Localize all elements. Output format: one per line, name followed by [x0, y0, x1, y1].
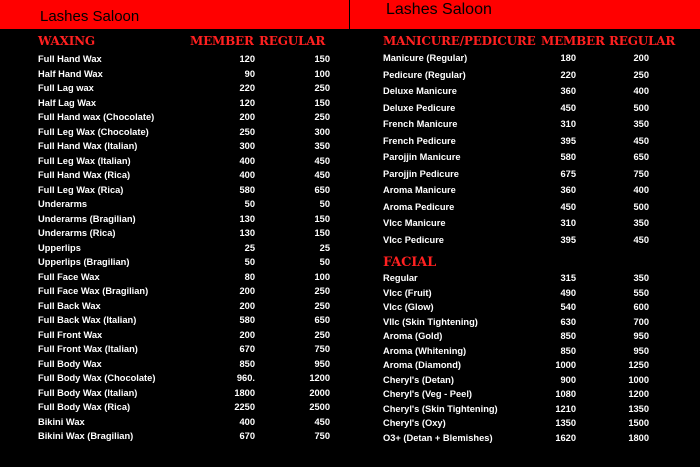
member-price: 960. — [236, 373, 255, 383]
manicure-regular-header: REGULAR — [609, 34, 676, 48]
regular-price: 150 — [314, 97, 330, 108]
service-name: Cheryl's (Detan) — [383, 374, 454, 385]
regular-price: 500 — [633, 201, 649, 212]
facial-row — [383, 433, 683, 448]
service-name: Full Leg Wax (Rica) — [38, 184, 124, 195]
service-name: Deluxe Pedicure — [383, 102, 456, 113]
regular-price: 350 — [633, 273, 649, 283]
waxing-title: WAXING — [38, 34, 95, 48]
member-price: 630 — [560, 316, 576, 327]
waxing-row — [38, 315, 338, 330]
service-name: Cheryl's (Skin Tightening) — [383, 403, 498, 414]
waxing-price-list — [38, 54, 338, 446]
waxing-row — [38, 344, 338, 359]
regular-price: 250 — [314, 83, 330, 93]
manicure-row — [383, 235, 683, 252]
service-name: Full Body Wax (Rica) — [38, 402, 131, 412]
manicure-row — [383, 218, 683, 235]
member-price: 315 — [560, 273, 576, 283]
regular-price: 750 — [633, 168, 649, 179]
regular-price: 700 — [633, 316, 649, 327]
member-price: 580 — [239, 184, 255, 195]
member-price: 130 — [239, 228, 255, 238]
service-name: Regular — [383, 273, 418, 283]
regular-price: 250 — [314, 300, 330, 311]
facial-row — [383, 317, 683, 332]
facial-row — [383, 288, 683, 303]
regular-price: 200 — [633, 53, 649, 63]
service-name: Full Back Wax — [38, 300, 101, 311]
waxing-row — [38, 228, 338, 243]
regular-price: 950 — [633, 345, 649, 356]
member-price: 130 — [239, 213, 255, 224]
regular-price: 750 — [314, 431, 330, 441]
member-price: 400 — [239, 416, 255, 427]
waxing-row — [38, 170, 338, 185]
member-price: 400 — [239, 170, 255, 180]
member-price: 1620 — [555, 432, 576, 443]
waxing-row — [38, 272, 338, 287]
member-price: 120 — [239, 54, 255, 64]
service-name: Full Hand Wax (Rica) — [38, 170, 131, 180]
regular-price: 1500 — [628, 418, 649, 428]
waxing-row — [38, 83, 338, 98]
manicure-member-header: MEMBER — [541, 34, 605, 48]
regular-price: 350 — [633, 218, 649, 228]
member-price: 200 — [239, 300, 255, 311]
member-price: 220 — [239, 83, 255, 93]
member-price: 490 — [560, 287, 576, 298]
facial-title: FACIAL — [383, 255, 437, 270]
facial-row — [383, 404, 683, 419]
service-name: Full Body Wax (Italian) — [38, 387, 138, 398]
member-price: 310 — [560, 218, 576, 228]
member-price: 400 — [239, 155, 255, 166]
waxing-row — [38, 141, 338, 156]
service-name: Upperlips — [38, 242, 81, 253]
service-name: Bikini Wax — [38, 416, 85, 427]
facial-row — [383, 302, 683, 317]
regular-price: 450 — [314, 416, 330, 427]
member-price: 360 — [560, 185, 576, 195]
service-name: Full Body Wax — [38, 358, 102, 369]
regular-price: 1800 — [628, 432, 649, 443]
regular-price: 1200 — [309, 373, 330, 383]
facial-row — [383, 331, 683, 346]
regular-price: 150 — [314, 213, 330, 224]
regular-price: 250 — [314, 112, 330, 122]
regular-price: 950 — [633, 331, 649, 341]
regular-price: 550 — [633, 287, 649, 298]
member-price: 900 — [560, 374, 576, 385]
member-price: 395 — [560, 234, 576, 245]
regular-price: 1200 — [628, 389, 649, 399]
regular-price: 350 — [633, 119, 649, 129]
service-name: Bikini Wax (Bragilian) — [38, 431, 134, 441]
member-price: 1210 — [555, 403, 576, 414]
service-name: Full Hand Wax (Italian) — [38, 141, 138, 151]
service-name: Aroma Manicure — [383, 185, 456, 195]
waxing-row — [38, 388, 338, 403]
regular-price: 650 — [314, 184, 330, 195]
manicure-row — [383, 53, 683, 70]
waxing-row — [38, 402, 338, 417]
service-name: Parojjin Pedicure — [383, 168, 459, 179]
member-price: 25 — [244, 242, 255, 253]
service-name: Full Face Wax (Bragilian) — [38, 286, 149, 296]
service-name: Underarms (Bragilian) — [38, 213, 136, 224]
member-price: 1350 — [555, 418, 576, 428]
waxing-regular-header: REGULAR — [259, 34, 326, 48]
member-price: 120 — [239, 97, 255, 108]
waxing-row — [38, 127, 338, 142]
regular-price: 450 — [633, 234, 649, 245]
facial-row — [383, 346, 683, 361]
waxing-member-header: MEMBER — [190, 34, 254, 48]
member-price: 360 — [560, 86, 576, 96]
regular-price: 1000 — [628, 374, 649, 385]
service-name: Vlcc Pedicure — [383, 234, 444, 245]
service-name: Parojjin Manicure — [383, 152, 461, 162]
waxing-row — [38, 330, 338, 345]
regular-price: 500 — [633, 102, 649, 113]
service-name: Vlcc (Glow) — [383, 302, 434, 312]
facial-row — [383, 360, 683, 375]
member-price: 450 — [560, 201, 576, 212]
waxing-row — [38, 417, 338, 432]
regular-price: 400 — [633, 185, 649, 195]
regular-price: 600 — [633, 302, 649, 312]
manicure-row — [383, 185, 683, 202]
member-price: 310 — [560, 119, 576, 129]
service-name: French Pedicure — [383, 135, 456, 146]
regular-price: 450 — [314, 170, 330, 180]
brand-title-right: Lashes Saloon — [386, 1, 492, 18]
regular-price: 650 — [314, 315, 330, 325]
service-name: Aroma (Gold) — [383, 331, 443, 341]
manicure-row — [383, 119, 683, 136]
service-name: Full Body Wax (Chocolate) — [38, 373, 156, 383]
service-name: Vlcc Manicure — [383, 218, 446, 228]
member-price: 50 — [244, 199, 255, 209]
manicure-row — [383, 202, 683, 219]
manicure-row — [383, 103, 683, 120]
waxing-row — [38, 185, 338, 200]
service-name: Manicure (Regular) — [383, 53, 468, 63]
waxing-row — [38, 243, 338, 258]
regular-price: 950 — [314, 358, 330, 369]
regular-price: 1250 — [628, 360, 649, 370]
regular-price: 50 — [319, 257, 330, 267]
regular-price: 50 — [319, 199, 330, 209]
waxing-row — [38, 54, 338, 69]
member-price: 180 — [560, 53, 576, 63]
regular-price: 250 — [314, 329, 330, 340]
manicure-row — [383, 152, 683, 169]
service-name: Aroma (Diamond) — [383, 360, 461, 370]
regular-price: 1350 — [628, 403, 649, 414]
manicure-row — [383, 70, 683, 87]
manicure-row — [383, 86, 683, 103]
manicure-price-list — [383, 53, 683, 251]
manicure-title: MANICURE/PEDICURE — [383, 34, 536, 48]
service-name: Full Lag wax — [38, 83, 94, 93]
regular-price: 450 — [314, 155, 330, 166]
waxing-row — [38, 156, 338, 171]
manicure-row — [383, 136, 683, 153]
regular-price: 250 — [633, 69, 649, 80]
member-price: 580 — [560, 152, 576, 162]
member-price: 670 — [239, 344, 255, 354]
service-name: Half Lag Wax — [38, 97, 97, 108]
waxing-row — [38, 286, 338, 301]
facial-row — [383, 375, 683, 390]
member-price: 220 — [560, 69, 576, 80]
member-price: 80 — [244, 271, 255, 282]
member-price: 450 — [560, 102, 576, 113]
member-price: 200 — [239, 286, 255, 296]
service-name: French Manicure — [383, 119, 458, 129]
member-price: 850 — [560, 331, 576, 341]
service-name: Underarms (Rica) — [38, 228, 116, 238]
member-price: 580 — [239, 315, 255, 325]
member-price: 90 — [244, 68, 255, 79]
service-name: Full Face Wax — [38, 271, 100, 282]
waxing-row — [38, 257, 338, 272]
service-name: Full Front Wax (Italian) — [38, 344, 138, 354]
member-price: 675 — [560, 168, 576, 179]
service-name: Full Front Wax — [38, 329, 103, 340]
regular-price: 2500 — [309, 402, 330, 412]
regular-price: 100 — [314, 271, 330, 282]
waxing-row — [38, 69, 338, 84]
regular-price: 25 — [319, 242, 330, 253]
waxing-row — [38, 301, 338, 316]
member-price: 200 — [239, 112, 255, 122]
service-name: Full Hand wax (Chocolate) — [38, 112, 155, 122]
member-price: 1080 — [555, 389, 576, 399]
service-name: Upperlips (Bragilian) — [38, 257, 130, 267]
facial-price-list — [383, 273, 683, 447]
manicure-row — [383, 169, 683, 186]
service-name: Cheryl's (Oxy) — [383, 418, 446, 428]
facial-row — [383, 418, 683, 433]
waxing-row — [38, 199, 338, 214]
member-price: 50 — [244, 257, 255, 267]
member-price: 670 — [239, 431, 255, 441]
regular-price: 650 — [633, 152, 649, 162]
brand-title-left: Lashes Saloon — [40, 8, 140, 25]
service-name: Pedicure (Regular) — [383, 69, 466, 80]
member-price: 300 — [239, 141, 255, 151]
waxing-row — [38, 112, 338, 127]
service-name: Underarms — [38, 199, 88, 209]
regular-price: 150 — [314, 228, 330, 238]
member-price: 850 — [239, 358, 255, 369]
service-name: Full Back Wax (Italian) — [38, 315, 137, 325]
regular-price: 250 — [314, 286, 330, 296]
regular-price: 2000 — [309, 387, 330, 398]
header-divider — [349, 0, 350, 29]
service-name: O3+ (Detan + Blemishes) — [383, 432, 493, 443]
member-price: 200 — [239, 329, 255, 340]
waxing-row — [38, 373, 338, 388]
waxing-row — [38, 359, 338, 374]
service-name: Deluxe Manicure — [383, 86, 457, 96]
facial-row — [383, 273, 683, 288]
regular-price: 150 — [314, 54, 330, 64]
service-name: Full Leg Wax (Italian) — [38, 155, 131, 166]
service-name: Half Hand Wax — [38, 68, 103, 79]
member-price: 540 — [560, 302, 576, 312]
service-name: Full Hand Wax — [38, 54, 102, 64]
regular-price: 750 — [314, 344, 330, 354]
member-price: 1000 — [555, 360, 576, 370]
service-name: Full Leg Wax (Chocolate) — [38, 126, 149, 137]
service-name: Aroma Pedicure — [383, 201, 455, 212]
facial-row — [383, 389, 683, 404]
service-name: Cheryl's (Veg - Peel) — [383, 389, 473, 399]
member-price: 250 — [239, 126, 255, 137]
regular-price: 400 — [633, 86, 649, 96]
service-name: Vllc (Skin Tightening) — [383, 316, 478, 327]
service-name: Vlcc (Fruit) — [383, 287, 432, 298]
waxing-row — [38, 431, 338, 446]
waxing-row — [38, 214, 338, 229]
service-name: Aroma (Whitening) — [383, 345, 467, 356]
waxing-row — [38, 98, 338, 113]
member-price: 1800 — [234, 387, 255, 398]
member-price: 395 — [560, 135, 576, 146]
member-price: 850 — [560, 345, 576, 356]
regular-price: 100 — [314, 68, 330, 79]
regular-price: 350 — [314, 141, 330, 151]
member-price: 2250 — [234, 402, 255, 412]
regular-price: 450 — [633, 135, 649, 146]
regular-price: 300 — [314, 126, 330, 137]
